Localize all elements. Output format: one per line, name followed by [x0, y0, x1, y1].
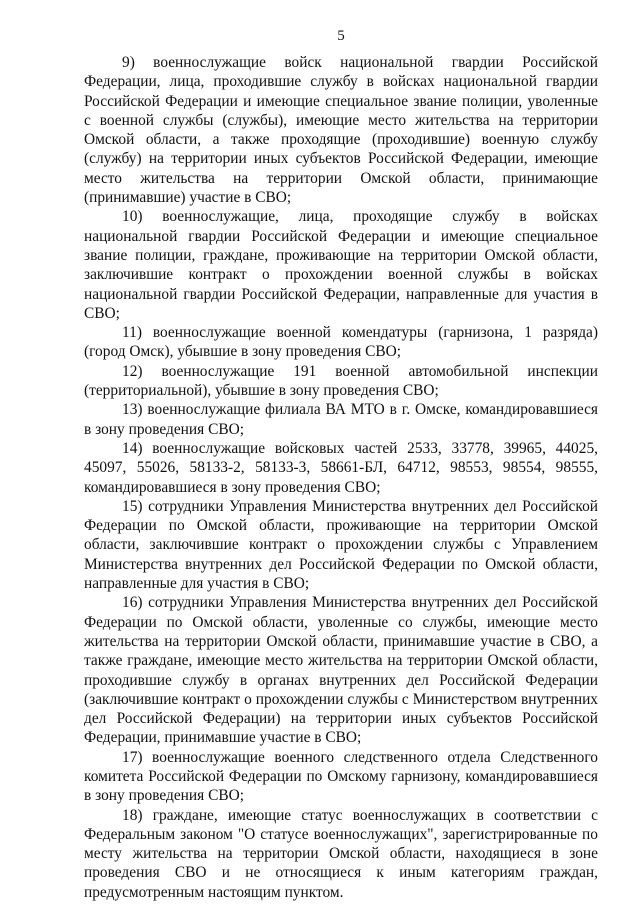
list-item: 18) граждане, имеющие статус военнослужащих в соответствии с Федеральным законом "О статусе военнослужащих", зарегистрированные по месту жительства на территории Омской области, находящиеся в зоне проведения СВО и не относящиеся к иным категориям граждан, предусмотренным настоящим пунктом.	[84, 806, 598, 901]
list-item: 13) военнослужащие филиала ВА МТО в г. Омске, командировавшиеся в зону проведения СВО;	[84, 401, 598, 438]
list-item: 9) военнослужащие войск национальной гвардии Российской Федерации, лица, проходившие службу в войсках национальной гвардии Российской Федерации и имеющие специальное звание полиции, уволенные с военной службы (службы), имеющие место жительства на территории Омской области, а также проходящие (проходившие) военную службу (службу) на территории иных субъектов Российской Федерации, имеющие место жительства на территории Омской области, принимающие (принимавшие) участие в СВО;	[84, 54, 598, 207]
list-item: 16) сотрудники Управления Министерства внутренних дел Российской Федерации по Омской области, уволенные со службы, имеющие место жительства на территории Омской области, принимавшие участие в СВО, а также граждане, имеющие место жительства на территории Омской области, проходившие службу в органах внутренних дел Российской Федерации (заключившие контракт о прохождении службы с Министерством внутренних дел Российской Федерации) на территории иных субъектов Российской Федерации, принимавшие участие в СВО;	[84, 594, 598, 747]
document-body	[84, 53, 598, 902]
list-item: 14) военнослужащие войсковых частей 2533, 33778, 39965, 44025, 45097, 55026, 58133-2, 58133-3, 58661-БЛ, 64712, 98553, 98554, 98555, командировавшиеся в зону проведения СВО;	[84, 439, 598, 496]
list-item: 11) военнослужащие военной комендатуры (гарнизона, 1 разряда) (город Омск), убывшие в зону проведения СВО;	[84, 324, 598, 361]
list-item: 17) военнослужащие военного следственного отдела Следственного комитета Российской Федерации по Омскому гарнизону, командировавшиеся в зону проведения СВО;	[84, 748, 598, 805]
list-item: 15) сотрудники Управления Министерства внутренних дел Российской Федерации по Омской области, проживающие на территории Омской области, заключившие контракт о прохождении службы с Управлением Министерства внутренних дел Российской Федерации по Омской области, направленные для участия в СВО;	[84, 497, 598, 593]
list-item: 12) военнослужащие 191 военной автомобильной инспекции (территориальной), убывшие в зону проведения СВО;	[84, 362, 598, 400]
list-item: 10) военнослужащие, лица, проходящие службу в войсках национальной гвардии Российской Федерации и имеющие специальное звание полиции, граждане, проживающие на территории Омской области, заключившие контракт о прохождении военной службы в войсках национальной гвардии Российской Федерации, направленные для участия в СВО;	[84, 208, 598, 322]
page-number: 5	[337, 28, 345, 44]
